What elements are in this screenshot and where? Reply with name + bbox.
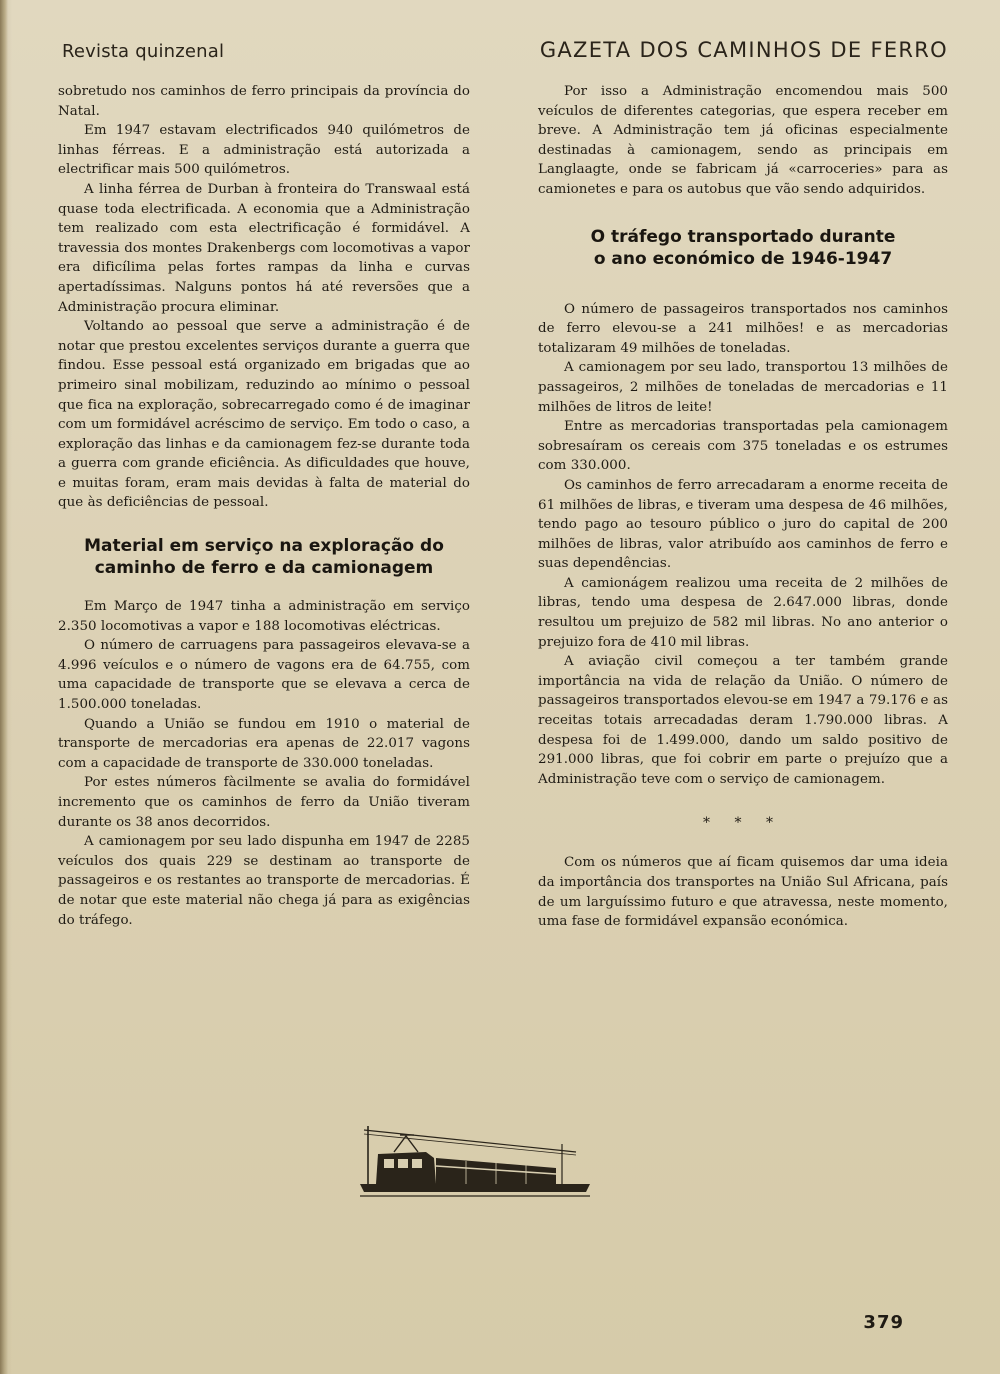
- paragraph: O número de passageiros transportados nos caminhos de ferro elevou-se a 241 milhões! e as mercadorias totalizaram 49 milhões de toneladas.: [538, 301, 948, 356]
- article-columns: [56, 82, 948, 932]
- section-heading-line: o ano económico de 1946-1947: [593, 248, 893, 269]
- section-separator: * * *: [703, 815, 783, 832]
- paragraph: Voltando ao pessoal que serve a administração é de notar que prestou excelentes serviços durante a guerra que findou. Esse pessoal está organizado em brigadas que ao primeiro sinal mobilizam, reduzindo ao mínimo o pessoal que fica na exploração, sobrecarregado como é de imaginar com um formidável acréscimo de serviço. Em todo o caso, a exploração das linhas e da camionagem fez-se durante toda a guerra com grande eficiência. As dificuldades que houve, e muitas foram, eram mais devidas à falta de material do que às deficiências de pessoal.: [58, 319, 470, 511]
- paragraph: A camionagem por seu lado dispunha em 1947 de 2285 veículos dos quais 229 se destinam ao transporte de passageiros e os restantes ao transporte de mercadorias. É de notar que este material não chega já para as exigências do tráfego.: [58, 834, 470, 928]
- page-header: [62, 38, 948, 62]
- section-heading-traffic: [538, 226, 948, 270]
- paragraph: Em Março de 1947 tinha a administração em serviço 2.350 locomotivas a vapor e 188 locomotivas eléctricas.: [58, 599, 470, 634]
- paragraph: O número de carruagens para passageiros elevava-se a 4.996 veículos e o número de vagons era de 64.755, com uma capacidade de transporte que se elevava a cerca de 1.500.000 toneladas.: [58, 638, 470, 713]
- paragraph: Em 1947 estavam electrificados 940 quilómetros de linhas férreas. E a administração está autorizada a electrificar mais 500 quilómetros.: [58, 123, 470, 178]
- header-right-title: GAZETA DOS CAMINHOS DE FERRO: [539, 38, 948, 62]
- section-heading-line: caminho de ferro e da camionagem: [94, 558, 434, 579]
- paragraph: Por estes números fàcilmente se avalia do formidável incremento que os caminhos de ferro da União tiveram durante os 38 anos decorridos.: [58, 775, 470, 830]
- paragraph: sobretudo nos caminhos de ferro principais da província do Natal.: [58, 84, 470, 119]
- page-binding-edge: [0, 0, 8, 1374]
- paragraph: Os caminhos de ferro arrecadaram a enorme receita de 61 milhões de libras, e tiveram uma despesa de 46 milhões, tendo pago ao tesouro público o juro do capital de 200 milhões de libras, valor atribuído aos caminhos de ferro e suas dependências.: [538, 477, 948, 572]
- header-left-title: Revista quinzenal: [62, 41, 225, 62]
- paragraph: A camionágem realizou uma receita de 2 milhões de libras, tendo uma despesa de 2.647.000 libras, donde resultou um prejuizo de 582 mil libras. No ano anterior o prejuizo fora de 410 mil libras.: [538, 575, 948, 650]
- section-heading-line: Material em serviço na exploração do: [84, 536, 444, 557]
- section-heading-material: [58, 535, 470, 579]
- left-column: [58, 82, 470, 930]
- paragraph: Por isso a Administração encomendou mais 500 veículos de diferentes categorias, que espera receber em breve. A Administração tem já oficinas especialmente destinadas à camionagem, sendo as principais em Langlaagte, onde se fabricam já «carroceries» para as camionetes e para os autobus que vão sendo adquiridos.: [538, 84, 948, 197]
- paragraph: Quando a União se fundou em 1910 o material de transporte de mercadorias era apenas de 22.017 vagons com a capacidade de transporte de 330.000 toneladas.: [58, 716, 470, 771]
- page-number: 379: [863, 1312, 904, 1333]
- paragraph: A aviação civil começou a ter também grande importância na vida de relação da União. O número de passageiros transportados elevou-se em 1947 a 79.176 e as receitas totais arrecadadas deram 1.790.000 libras. A despesa foi de 1.499.000, dando um saldo positivo de 291.000 libras, que foi cobrir em parte o prejuízo que a Administração teve com o serviço de camionagem.: [538, 654, 948, 787]
- paragraph: Entre as mercadorias transportadas pela camionagem sobresaíram os cereais com 375 toneladas e os estrumes com 330.000.: [538, 419, 948, 474]
- paragraph: A camionagem por seu lado, transportou 13 milhões de passageiros, 2 milhões de toneladas de mercadorias e 11 milhões de litros de leite!: [538, 360, 948, 415]
- right-column: [538, 82, 948, 932]
- electric-train-icon: [356, 1122, 594, 1198]
- paragraph: A linha férrea de Durban à fronteira do Transwaal está quase toda electrificada. A economia que a Administração tem realizado com esta electrificação é formidável. A travessia dos montes Drakenbergs com locomotivas a vapor era dificílima pelas fortes rampas da linha e curvas apertadíssimas. Nalguns pontos há até reversões que a Administração procura eliminar.: [58, 181, 470, 315]
- closing-paragraph: Com os números que aí ficam quisemos dar uma ideia da importância dos transportes na União Sul Africana, país de um larguíssimo futuro e que atravessa, neste momento, uma fase de formidável expansão económica.: [538, 855, 948, 930]
- section-heading-line: O tráfego transportado durante: [590, 226, 896, 247]
